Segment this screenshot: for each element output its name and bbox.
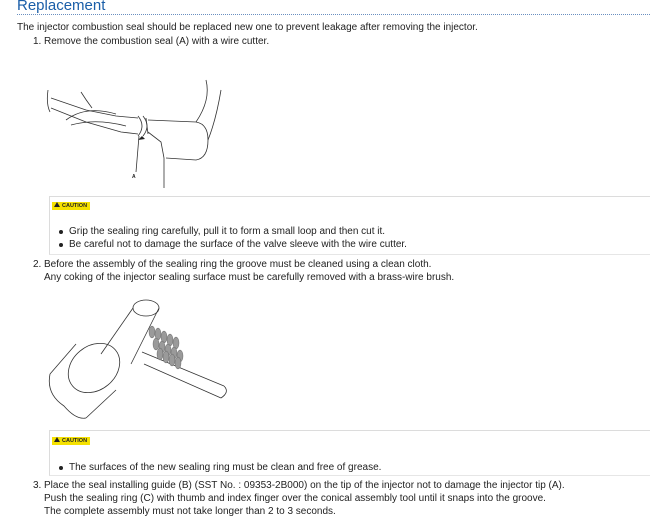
caution-label: CAUTION [62, 438, 88, 444]
caution-badge-1 [52, 202, 90, 210]
brass-brush-cleaning-illustration [46, 294, 231, 424]
bullet-dot [59, 243, 63, 247]
step-3-text-line-1: Place the seal installing guide (B) (SST No. : 09353-2B000) on the tip of the injector not to damage the injector tip (A). [44, 480, 565, 491]
step-3-number: 3. [33, 480, 42, 491]
step-3-text-line-2: Push the sealing ring (C) with thumb and index finger over the conical assembly tool until it snaps into the groove. [44, 493, 546, 504]
bullet-dot [59, 466, 63, 470]
step-2-text-line-1: Before the assembly of the sealing ring the groove must be cleaned using a clean cloth. [44, 259, 432, 270]
wire-cutter-seal-illustration [46, 70, 236, 188]
caution-label: CAUTION [62, 203, 88, 209]
section-title: Replacement [17, 0, 106, 14]
warning-triangle-icon [54, 437, 60, 442]
caution-badge-2 [52, 437, 90, 445]
figure-label-a: A [132, 174, 136, 180]
caution-1-bullet-1: Grip the sealing ring carefully, pull it to form a small loop and then cut it. [69, 226, 386, 237]
bullet-dot [59, 230, 63, 234]
step-1-text: Remove the combustion seal (A) with a wire cutter. [44, 36, 270, 47]
title-divider [17, 14, 650, 15]
warning-triangle-icon [54, 202, 60, 207]
step-1-number: 1. [33, 36, 42, 47]
intro-text: The injector combustion seal should be replaced new one to prevent leakage after removing the injector. [17, 22, 478, 33]
step-2-number: 2. [33, 259, 42, 270]
step-3-text-line-3: The complete assembly must not take longer than 2 to 3 seconds. [44, 506, 336, 517]
caution-2-bullet-1: The surfaces of the new sealing ring must be clean and free of grease. [69, 462, 382, 473]
caution-1-bullet-2: Be careful not to damage the surface of the valve sleeve with the wire cutter. [69, 239, 407, 250]
step-2-text-line-2: Any coking of the injector sealing surface must be carefully removed with a brass-wire brush. [44, 272, 455, 283]
